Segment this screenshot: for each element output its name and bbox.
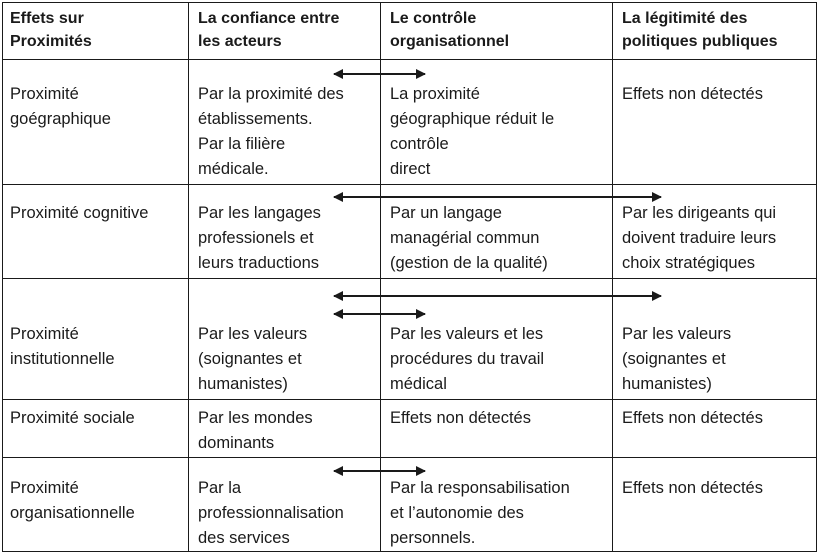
cell-confiance: Par les valeurs (soignantes et humanistes) (198, 325, 308, 393)
row-label-organisationnelle: Proximité organisationnelle (10, 479, 135, 522)
cell-legitimite: Par les valeurs (soignantes et humanistes) (622, 325, 732, 393)
cell-confiance: Par la professionnalisation des services (198, 479, 344, 547)
cell-legitimite: Par les dirigeants qui doivent traduire leurs choix stratégiques (622, 204, 777, 272)
cell-controle: La proximité géographique réduit le contrôle direct (390, 85, 555, 178)
header-confiance: La confiance entre les acteurs (198, 10, 340, 50)
row-label-cognitive: Proximité cognitive (10, 204, 149, 222)
cell-legitimite: Effets non détectés (622, 85, 763, 103)
cell-controle: Par les valeurs et les procédures du travail médical (390, 325, 545, 393)
cell-confiance: Par la proximité des établissements. Par la filière médicale. (198, 85, 344, 178)
cell-confiance: Par les mondes dominants (198, 409, 313, 452)
row-label-institutionnelle: Proximité institutionnelle (10, 325, 115, 368)
cell-legitimite: Effets non détectés (622, 479, 763, 497)
cell-legitimite: Effets non détectés (622, 409, 763, 427)
header-effets-sur-proximites: Effets sur Proximités (10, 10, 92, 50)
cell-controle: Par la responsabilisation et l’autonomie des personnels. (390, 479, 570, 547)
cell-controle: Effets non détectés (390, 409, 531, 427)
cell-confiance: Par les langages professionels et leurs traductions (198, 204, 321, 272)
row-label-sociale: Proximité sociale (10, 409, 135, 427)
header-controle: Le contrôle organisationnel (390, 10, 510, 50)
row-label-geographique: Proximité goégraphique (10, 85, 111, 128)
cell-controle: Par un langage managérial commun (gestion de la qualité) (390, 204, 548, 272)
header-legitimite: La légitimité des politiques publiques (622, 10, 778, 50)
